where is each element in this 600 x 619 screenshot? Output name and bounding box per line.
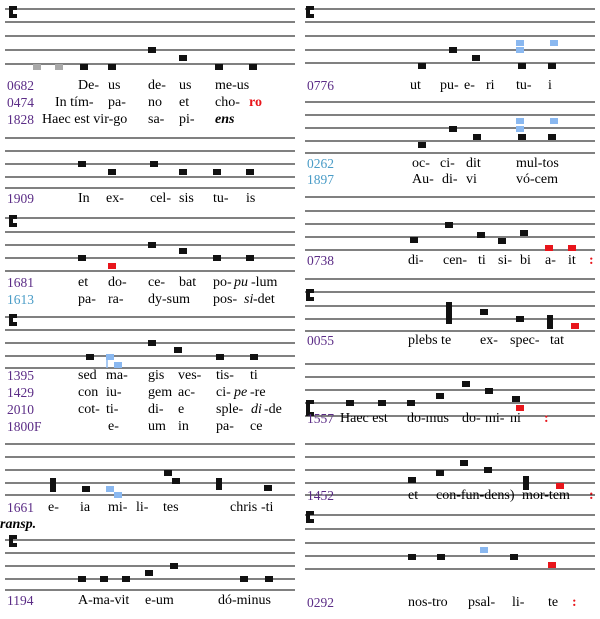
right-column bbox=[300, 0, 600, 619]
lyric-row bbox=[0, 517, 300, 533]
chant-code[interactable]: 0262 bbox=[307, 156, 334, 171]
syllable: et bbox=[78, 275, 89, 290]
syllable: e- bbox=[48, 500, 59, 515]
chant-code[interactable]: 1909 bbox=[7, 191, 34, 206]
syllable: ia bbox=[80, 500, 91, 515]
syllable: plebs te bbox=[408, 333, 452, 348]
syllable: li- bbox=[512, 595, 525, 610]
syllable: cho- bbox=[215, 95, 240, 110]
chant-system-1909 bbox=[0, 133, 300, 213]
syllable: pu- bbox=[440, 78, 459, 93]
syllable: do-mus bbox=[407, 411, 449, 426]
syllable: : bbox=[572, 595, 577, 610]
syllable: pi- bbox=[179, 112, 195, 127]
syllable: is bbox=[246, 191, 256, 206]
neume-square-icon bbox=[408, 547, 556, 568]
neume-square-icon bbox=[408, 460, 564, 490]
lyric-row bbox=[0, 112, 300, 128]
syllable: ut bbox=[410, 78, 421, 93]
syllable: cen- bbox=[443, 253, 468, 268]
chant-code[interactable]: 0682 bbox=[7, 78, 34, 93]
syllable: vi bbox=[466, 172, 477, 187]
chant-system-0055 bbox=[300, 273, 600, 361]
c-clef-icon bbox=[306, 289, 314, 301]
syllable: -de bbox=[264, 402, 282, 417]
syllable: -ti bbox=[261, 500, 274, 515]
syllable: tes bbox=[163, 500, 179, 515]
syllable: In bbox=[78, 191, 90, 206]
syllable: mor-tem bbox=[522, 488, 570, 503]
syllable: cel- bbox=[150, 191, 171, 206]
lyric-row bbox=[300, 411, 600, 427]
staff bbox=[0, 440, 300, 498]
syllable: psal- bbox=[468, 595, 496, 610]
lyric-row bbox=[0, 402, 300, 418]
syllable: oc- bbox=[412, 156, 430, 171]
lyric-row bbox=[300, 595, 600, 611]
syllable: : bbox=[589, 253, 594, 268]
staff bbox=[300, 96, 600, 156]
syllable: -det bbox=[253, 292, 275, 307]
syllable: si- bbox=[498, 253, 512, 268]
syllable: si bbox=[244, 292, 254, 307]
chant-system-1395 bbox=[0, 312, 300, 440]
chant-system-0738 bbox=[300, 192, 600, 272]
chant-code[interactable]: 0738 bbox=[307, 253, 334, 268]
syllable: tu- bbox=[516, 78, 532, 93]
syllable: De- bbox=[78, 78, 99, 93]
syllable: me-us bbox=[215, 78, 250, 93]
c-clef-icon bbox=[9, 535, 17, 547]
syllable: Haec est vir-go bbox=[42, 112, 128, 127]
staff bbox=[300, 273, 600, 335]
chant-system-0292 bbox=[300, 505, 600, 619]
syllable: e-um bbox=[145, 593, 174, 608]
lyric-row bbox=[300, 253, 600, 269]
syllable: : bbox=[589, 488, 594, 503]
lyric-row bbox=[0, 368, 300, 384]
syllable: ce bbox=[250, 419, 263, 434]
staff bbox=[300, 0, 600, 75]
lyric-row bbox=[0, 593, 300, 609]
lyric-row bbox=[300, 78, 600, 94]
syllable: e bbox=[178, 402, 185, 417]
chant-code[interactable]: 1828 bbox=[7, 112, 34, 127]
syllable: sple- bbox=[216, 402, 244, 417]
syllable: i bbox=[548, 78, 552, 93]
syllable: con-fun-dens) bbox=[436, 488, 515, 503]
syllable: cot- bbox=[78, 402, 100, 417]
neume-square-icon bbox=[346, 381, 524, 411]
syllable: tu- bbox=[213, 191, 229, 206]
syllable: In tím- bbox=[55, 95, 94, 110]
syllable: sis bbox=[179, 191, 194, 206]
lyric-row bbox=[300, 172, 600, 188]
syllable: dó-minus bbox=[218, 593, 271, 608]
syllable: pe bbox=[234, 385, 248, 400]
syllable: pos- bbox=[213, 292, 238, 307]
c-clef-icon bbox=[9, 314, 17, 326]
syllable: sa- bbox=[148, 112, 165, 127]
syllable: con bbox=[78, 385, 99, 400]
syllable: ti bbox=[250, 368, 258, 383]
syllable: vó-cem bbox=[516, 172, 558, 187]
syllable: mul-tos bbox=[516, 156, 559, 171]
syllable: ci- bbox=[216, 385, 231, 400]
c-clef-icon bbox=[9, 6, 17, 18]
syllable: bi bbox=[520, 253, 531, 268]
syllable: mi- bbox=[108, 500, 128, 515]
syllable: ex- bbox=[480, 333, 498, 348]
syllable: pu bbox=[234, 275, 248, 290]
syllable: ra- bbox=[108, 292, 124, 307]
syllable: ens bbox=[215, 112, 235, 127]
c-clef-icon bbox=[306, 511, 314, 523]
chant-system-1681 bbox=[0, 212, 300, 317]
syllable: li- bbox=[136, 500, 149, 515]
syllable: ni bbox=[510, 411, 521, 426]
neume-square-icon bbox=[418, 40, 558, 69]
syllable: in bbox=[178, 419, 189, 434]
chant-code[interactable]: 1613 bbox=[7, 292, 34, 307]
syllable: di- bbox=[442, 172, 458, 187]
syllable: A-ma-vit bbox=[78, 593, 130, 608]
c-clef-icon bbox=[9, 215, 17, 227]
chant-code[interactable]: 2010 bbox=[7, 402, 34, 417]
chant-code[interactable]: 1452 bbox=[307, 488, 334, 503]
syllable: ex- bbox=[106, 191, 124, 206]
syllable: ac- bbox=[178, 385, 196, 400]
syllable: chris bbox=[230, 500, 258, 515]
neume-square-icon bbox=[410, 222, 576, 251]
syllable: um bbox=[148, 419, 166, 434]
syllable: do- bbox=[462, 411, 481, 426]
syllable: -re bbox=[250, 385, 266, 400]
syllable: : bbox=[544, 411, 549, 426]
syllable: us bbox=[179, 78, 192, 93]
syllable: di- bbox=[408, 253, 424, 268]
staff bbox=[0, 312, 300, 370]
syllable: it bbox=[568, 253, 576, 268]
syllable: pa- bbox=[78, 292, 96, 307]
lyric-row bbox=[0, 500, 300, 516]
lyric-row bbox=[300, 156, 600, 172]
syllable: po- bbox=[213, 275, 232, 290]
chant-system-1661 bbox=[0, 440, 300, 535]
syllable: tis- bbox=[216, 368, 234, 383]
chant-code[interactable]: 1557 bbox=[307, 411, 334, 426]
staff bbox=[0, 0, 300, 78]
lyric-row bbox=[0, 191, 300, 207]
lyric-row bbox=[300, 333, 600, 349]
syllable: ro bbox=[249, 95, 262, 110]
chant-system-0776 bbox=[300, 0, 600, 96]
syllable: Au- bbox=[412, 172, 434, 187]
syllable: do- bbox=[108, 275, 127, 290]
syllable: et bbox=[179, 95, 190, 110]
lyric-row bbox=[0, 385, 300, 401]
syllable: gis bbox=[148, 368, 165, 383]
neume-square-icon bbox=[78, 242, 254, 269]
lyric-row bbox=[0, 95, 300, 111]
syllable: -lum bbox=[251, 275, 278, 290]
chant-code[interactable]: 0292 bbox=[307, 595, 334, 610]
staff bbox=[0, 535, 300, 595]
syllable: ce- bbox=[148, 275, 166, 290]
syllable: ma- bbox=[106, 368, 128, 383]
syllable: ri bbox=[486, 78, 495, 93]
syllable: di- bbox=[148, 402, 164, 417]
neume-square-icon bbox=[418, 118, 558, 148]
syllable: pa- bbox=[216, 419, 234, 434]
syllable: no bbox=[148, 95, 162, 110]
syllable: dit bbox=[466, 156, 481, 171]
syllable: te bbox=[548, 595, 559, 610]
syllable: et bbox=[408, 488, 419, 503]
chant-code[interactable]: 1395 bbox=[7, 368, 34, 383]
syllable: di bbox=[251, 402, 262, 417]
syllable: e- bbox=[464, 78, 475, 93]
neume-square-icon bbox=[50, 470, 272, 498]
syllable: e- bbox=[108, 419, 119, 434]
chant-code[interactable]: 1661 bbox=[7, 500, 34, 515]
syllable: gem bbox=[148, 385, 173, 400]
syllable: dy-sum bbox=[148, 292, 190, 307]
chant-system-0682 bbox=[0, 0, 300, 135]
staff bbox=[0, 212, 300, 274]
syllable: bat bbox=[179, 275, 197, 290]
chant-system-0262 bbox=[300, 96, 600, 191]
neume-square-icon bbox=[86, 340, 258, 368]
chant-code[interactable]: 1429 bbox=[7, 385, 34, 400]
syllable: Haec est bbox=[340, 411, 388, 426]
syllable: a- bbox=[545, 253, 556, 268]
syllable: tat bbox=[550, 333, 564, 348]
chant-system-1557 bbox=[300, 360, 600, 444]
chant-code[interactable]: 1681 bbox=[7, 275, 34, 290]
syllable: nos-tro bbox=[408, 595, 448, 610]
syllable: ci- bbox=[440, 156, 455, 171]
syllable: sed bbox=[78, 368, 97, 383]
chant-code[interactable]: 0776 bbox=[307, 78, 334, 93]
syllable: ransp. bbox=[0, 517, 37, 532]
staff bbox=[300, 505, 600, 583]
chant-code[interactable]: 0474 bbox=[7, 95, 34, 110]
syllable: mi- bbox=[485, 411, 505, 426]
syllable: us bbox=[108, 78, 121, 93]
neume-square-icon bbox=[78, 161, 254, 175]
syllable: pa- bbox=[108, 95, 126, 110]
staff bbox=[300, 192, 600, 254]
lyric-row bbox=[0, 292, 300, 308]
chant-code[interactable]: 1897 bbox=[307, 172, 334, 187]
staff bbox=[0, 133, 300, 193]
syllable: de- bbox=[148, 78, 166, 93]
syllable: spec- bbox=[510, 333, 540, 348]
lyric-row bbox=[0, 275, 300, 291]
syllable: iu- bbox=[106, 385, 122, 400]
syllable: ti bbox=[478, 253, 486, 268]
chant-system-1194 bbox=[0, 535, 300, 619]
c-clef-icon bbox=[306, 6, 314, 18]
chant-code[interactable]: 1800F bbox=[7, 419, 42, 434]
lyric-row bbox=[0, 78, 300, 94]
syllable: ti- bbox=[106, 402, 119, 417]
chant-code[interactable]: 0055 bbox=[307, 333, 334, 348]
lyric-row bbox=[0, 419, 300, 435]
lyric-row bbox=[300, 488, 600, 504]
syllable: ves- bbox=[178, 368, 202, 383]
chant-code[interactable]: 1194 bbox=[7, 593, 34, 608]
